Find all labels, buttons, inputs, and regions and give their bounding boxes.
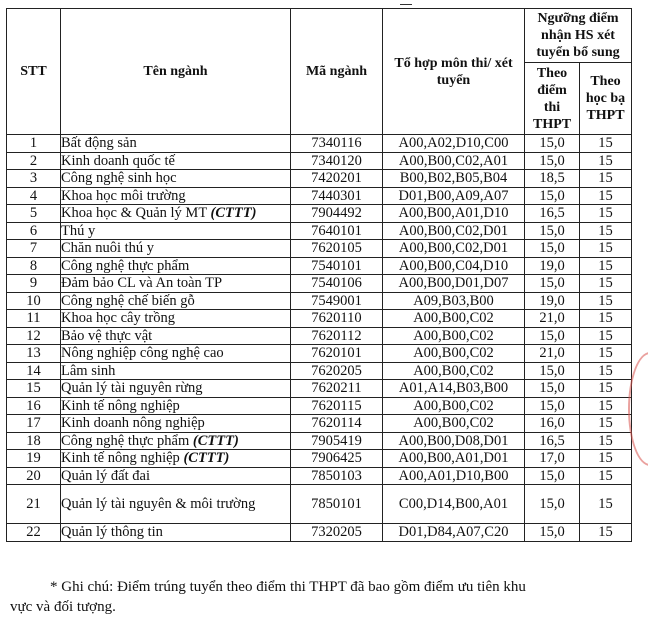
- cell-combo: A00,B00,A01,D10: [383, 205, 525, 223]
- cell-stt: 22: [7, 524, 61, 542]
- header-by-thpt: Theo điểm thi THPT: [525, 63, 580, 135]
- cell-code: 7850101: [291, 485, 383, 524]
- cell-thpt-score: 15,0: [525, 187, 580, 205]
- table-row: [7, 310, 632, 328]
- cell-code: 7620205: [291, 362, 383, 380]
- major-name: Kinh doanh quốc tế: [61, 152, 175, 169]
- cell-hocba-score: 15: [580, 240, 632, 258]
- footnote-line-2: vực và đối tượng.: [10, 599, 116, 615]
- header-stt: STT: [7, 9, 61, 135]
- cell-code: 7640101: [291, 222, 383, 240]
- cell-thpt-score: 19,0: [525, 292, 580, 310]
- major-name: Khoa học môi trường: [61, 187, 186, 204]
- cell-thpt-score: 21,0: [525, 345, 580, 363]
- cell-code: 7540101: [291, 257, 383, 275]
- cell-stt: 11: [7, 310, 61, 328]
- cell-hocba-score: 15: [580, 524, 632, 542]
- cell-code: 7340120: [291, 152, 383, 170]
- major-name: Thú y: [61, 222, 96, 239]
- cell-code: 7850103: [291, 467, 383, 485]
- cell-name: [61, 485, 291, 524]
- footnote: [10, 577, 640, 617]
- cell-stt: 5: [7, 205, 61, 223]
- cell-combo: A00,B00,D01,D07: [383, 275, 525, 293]
- cell-name: [61, 397, 291, 415]
- cell-stt: 4: [7, 187, 61, 205]
- table-body: [7, 135, 632, 542]
- cell-hocba-score: 15: [580, 380, 632, 398]
- major-name: Bảo vệ thực vật: [61, 327, 153, 344]
- major-name: Quản lý tài nguyên rừng: [61, 380, 203, 397]
- cell-code: 7540106: [291, 275, 383, 293]
- major-name: Quản lý thông tin: [61, 524, 163, 541]
- major-name: Lâm sinh: [61, 362, 116, 379]
- major-name: Công nghệ chế biến gỗ: [61, 292, 195, 309]
- major-name: Khoa học cây trồng: [61, 310, 175, 327]
- table-row: [7, 485, 632, 524]
- cell-hocba-score: 15: [580, 135, 632, 153]
- cell-name: [61, 292, 291, 310]
- cell-hocba-score: 15: [580, 205, 632, 223]
- cell-thpt-score: 15,0: [525, 380, 580, 398]
- cell-code: 7620115: [291, 397, 383, 415]
- cell-name: [61, 362, 291, 380]
- cell-name: [61, 310, 291, 328]
- header-by-hocba: Theo học bạ THPT: [580, 63, 632, 135]
- major-name: Nông nghiệp công nghệ cao: [61, 345, 224, 362]
- cell-hocba-score: 15: [580, 467, 632, 485]
- cell-name: [61, 240, 291, 258]
- table-row: [7, 524, 632, 542]
- cell-hocba-score: 15: [580, 152, 632, 170]
- advanced-program-tag: (CTTT): [210, 205, 257, 222]
- cell-stt: 6: [7, 222, 61, 240]
- cell-code: 7620110: [291, 310, 383, 328]
- cell-code: 7620211: [291, 380, 383, 398]
- cell-hocba-score: 15: [580, 432, 632, 450]
- cell-name: [61, 380, 291, 398]
- cell-stt: 17: [7, 415, 61, 433]
- cropped-top-mark: [400, 0, 412, 5]
- cell-name: [61, 432, 291, 450]
- table-row: [7, 380, 632, 398]
- cell-thpt-score: 16,5: [525, 205, 580, 223]
- major-name: Quản lý đất đai: [61, 467, 150, 484]
- cell-hocba-score: 15: [580, 415, 632, 433]
- cell-combo: A00,B00,C02,D01: [383, 240, 525, 258]
- cell-thpt-score: 16,0: [525, 415, 580, 433]
- cell-combo: D01,D84,A07,C20: [383, 524, 525, 542]
- cell-stt: 7: [7, 240, 61, 258]
- cell-hocba-score: 15: [580, 485, 632, 524]
- major-name: Công nghệ thực phẩm: [61, 257, 190, 274]
- cell-thpt-score: 18,5: [525, 170, 580, 188]
- major-name: Đảm bảo CL và An toàn TP: [61, 275, 223, 292]
- header-code: Mã ngành: [291, 9, 383, 135]
- cell-thpt-score: 15,0: [525, 485, 580, 524]
- cell-stt: 12: [7, 327, 61, 345]
- cell-stt: 8: [7, 257, 61, 275]
- cell-combo: A00,B00,C02: [383, 345, 525, 363]
- cell-name: [61, 135, 291, 153]
- cell-stt: 21: [7, 485, 61, 524]
- cell-thpt-score: 15,0: [525, 152, 580, 170]
- cell-thpt-score: 15,0: [525, 467, 580, 485]
- cell-hocba-score: 15: [580, 345, 632, 363]
- header-combo: Tổ hợp môn thi/ xét tuyển: [383, 9, 525, 135]
- cell-combo: D01,B00,A09,A07: [383, 187, 525, 205]
- table-row: [7, 152, 632, 170]
- cell-name: [61, 152, 291, 170]
- table-row: [7, 187, 632, 205]
- cell-code: 7620114: [291, 415, 383, 433]
- cell-code: 7440301: [291, 187, 383, 205]
- cell-thpt-score: 15,0: [525, 362, 580, 380]
- cell-thpt-score: 19,0: [525, 257, 580, 275]
- cell-name: [61, 415, 291, 433]
- cell-stt: 2: [7, 152, 61, 170]
- cell-combo: A00,B00,C02,A01: [383, 152, 525, 170]
- table-row: [7, 397, 632, 415]
- major-name: Công nghệ sinh học: [61, 170, 177, 187]
- cell-combo: A00,B00,C02: [383, 310, 525, 328]
- cell-hocba-score: 15: [580, 170, 632, 188]
- cell-thpt-score: 16,5: [525, 432, 580, 450]
- cell-stt: 19: [7, 450, 61, 468]
- cell-stt: 14: [7, 362, 61, 380]
- cell-combo: A00,A01,D10,B00: [383, 467, 525, 485]
- cell-combo: A09,B03,B00: [383, 292, 525, 310]
- advanced-program-tag: (CTTT): [192, 432, 239, 449]
- cell-stt: 15: [7, 380, 61, 398]
- cell-thpt-score: 15,0: [525, 240, 580, 258]
- cell-name: [61, 524, 291, 542]
- cell-thpt-score: 17,0: [525, 450, 580, 468]
- table-row: [7, 240, 632, 258]
- cell-name: [61, 327, 291, 345]
- cell-hocba-score: 15: [580, 275, 632, 293]
- header-threshold: Ngưỡng điểm nhận HS xét tuyển bổ sung: [525, 9, 632, 63]
- advanced-program-tag: (CTTT): [183, 450, 230, 467]
- major-name: Kinh tế nông nghiệp: [61, 450, 180, 467]
- cell-hocba-score: 15: [580, 327, 632, 345]
- header-name: Tên ngành: [61, 9, 291, 135]
- cell-code: 7904492: [291, 205, 383, 223]
- cell-stt: 10: [7, 292, 61, 310]
- cell-code: 7620105: [291, 240, 383, 258]
- cell-code: 7620101: [291, 345, 383, 363]
- cell-code: 7340116: [291, 135, 383, 153]
- major-name: Khoa học & Quản lý MT: [61, 205, 207, 222]
- cell-combo: C00,D14,B00,A01: [383, 485, 525, 524]
- cell-thpt-score: 15,0: [525, 327, 580, 345]
- table-row: [7, 257, 632, 275]
- cell-thpt-score: 15,0: [525, 275, 580, 293]
- cell-stt: 1: [7, 135, 61, 153]
- major-name: Bất động sản: [61, 135, 137, 152]
- cell-name: [61, 205, 291, 223]
- cell-combo: A00,B00,C02: [383, 397, 525, 415]
- cell-hocba-score: 15: [580, 222, 632, 240]
- major-name: Chăn nuôi thú y: [61, 240, 155, 257]
- cell-thpt-score: 21,0: [525, 310, 580, 328]
- cell-hocba-score: 15: [580, 397, 632, 415]
- cell-name: [61, 467, 291, 485]
- cell-combo: B00,B02,B05,B04: [383, 170, 525, 188]
- cell-stt: 9: [7, 275, 61, 293]
- cell-code: 7905419: [291, 432, 383, 450]
- table-row: [7, 432, 632, 450]
- cell-name: [61, 187, 291, 205]
- table-row: [7, 292, 632, 310]
- cell-combo: A00,B00,C04,D10: [383, 257, 525, 275]
- cell-stt: 13: [7, 345, 61, 363]
- major-name: Kinh doanh nông nghiệp: [61, 415, 205, 432]
- cell-code: 7906425: [291, 450, 383, 468]
- cell-hocba-score: 15: [580, 362, 632, 380]
- major-name: Công nghệ thực phẩm: [61, 432, 190, 449]
- cell-hocba-score: 15: [580, 187, 632, 205]
- cell-hocba-score: 15: [580, 310, 632, 328]
- cell-name: [61, 275, 291, 293]
- cell-hocba-score: 15: [580, 257, 632, 275]
- cell-hocba-score: 15: [580, 450, 632, 468]
- cell-thpt-score: 15,0: [525, 135, 580, 153]
- cell-stt: 18: [7, 432, 61, 450]
- cell-name: [61, 450, 291, 468]
- table-row: [7, 222, 632, 240]
- cell-combo: A00,A02,D10,C00: [383, 135, 525, 153]
- cell-stt: 16: [7, 397, 61, 415]
- table-row: [7, 362, 632, 380]
- cell-combo: A00,B00,C02,D01: [383, 222, 525, 240]
- major-name: Kinh tế nông nghiệp: [61, 397, 180, 414]
- table-row: [7, 415, 632, 433]
- table-row: [7, 450, 632, 468]
- cell-name: [61, 222, 291, 240]
- cell-combo: A00,B00,A01,D01: [383, 450, 525, 468]
- cell-thpt-score: 15,0: [525, 524, 580, 542]
- major-name: Quản lý tài nguyên & môi trường: [61, 495, 256, 512]
- cell-combo: A00,B00,C02: [383, 362, 525, 380]
- table-row: [7, 275, 632, 293]
- cell-hocba-score: 15: [580, 292, 632, 310]
- cell-code: 7320205: [291, 524, 383, 542]
- table-row: [7, 467, 632, 485]
- cell-stt: 20: [7, 467, 61, 485]
- cell-combo: A01,A14,B03,B00: [383, 380, 525, 398]
- cell-thpt-score: 15,0: [525, 222, 580, 240]
- cell-code: 7420201: [291, 170, 383, 188]
- cell-name: [61, 257, 291, 275]
- table-row: [7, 205, 632, 223]
- cell-name: [61, 345, 291, 363]
- cell-code: 7549001: [291, 292, 383, 310]
- admission-threshold-table: [6, 8, 632, 542]
- cell-stt: 3: [7, 170, 61, 188]
- cell-combo: A00,B00,C02: [383, 327, 525, 345]
- cell-combo: A00,B00,D08,D01: [383, 432, 525, 450]
- table-row: [7, 345, 632, 363]
- table-row: [7, 327, 632, 345]
- cell-combo: A00,B00,C02: [383, 415, 525, 433]
- cell-code: 7620112: [291, 327, 383, 345]
- footnote-line-1: * Ghi chú: Điểm trúng tuyển theo điểm thi THPT đã bao gồm điểm ưu tiên khu: [50, 579, 526, 595]
- table-row: [7, 170, 632, 188]
- cell-name: [61, 170, 291, 188]
- table-row: [7, 135, 632, 153]
- cell-thpt-score: 15,0: [525, 397, 580, 415]
- header-row-1: [7, 9, 632, 63]
